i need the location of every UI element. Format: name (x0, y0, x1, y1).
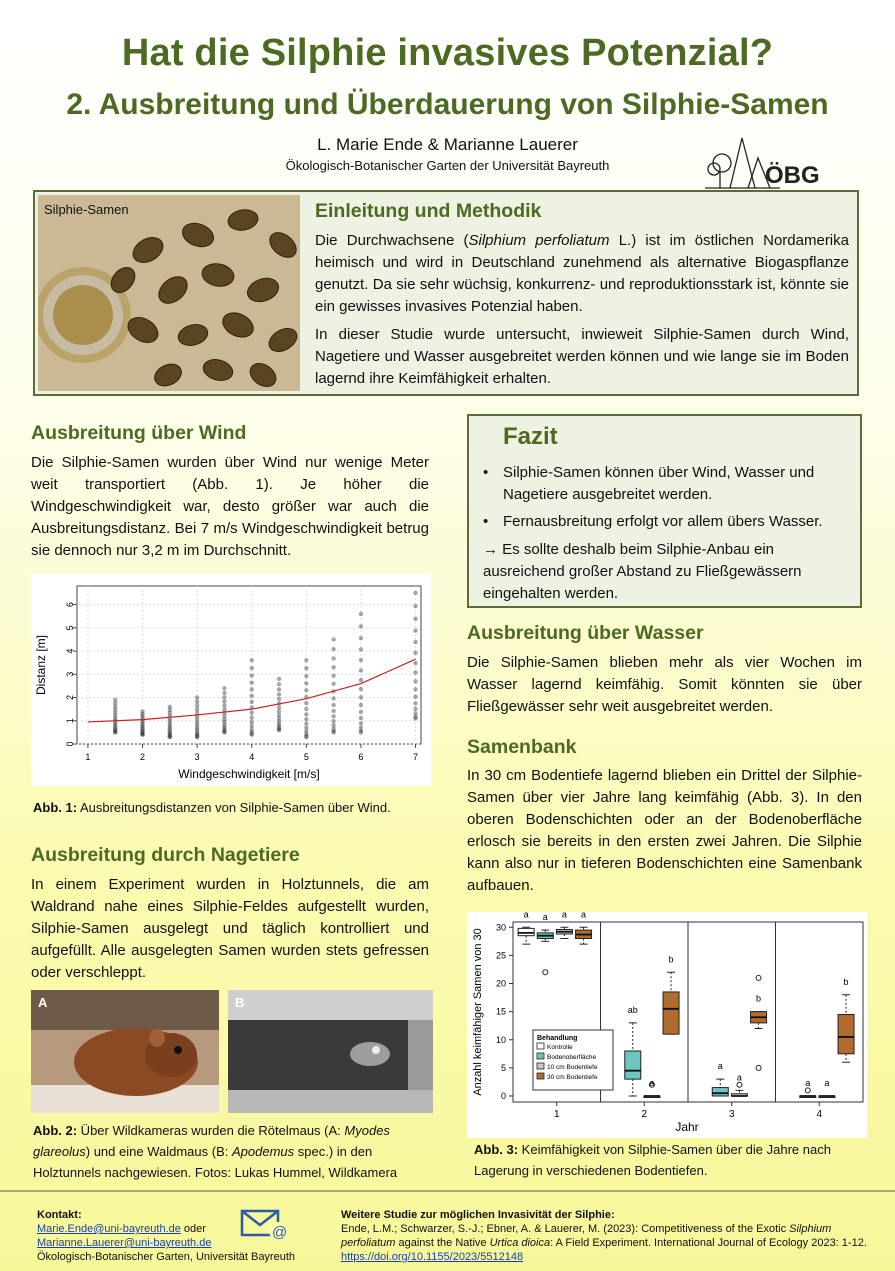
data-point (304, 712, 308, 716)
outlier (737, 1082, 742, 1087)
y-tick-label: 4 (65, 648, 75, 654)
significance-letter: a (736, 1072, 742, 1083)
data-point (250, 720, 254, 724)
water-text: Die Silphie-Samen blieben mehr als vier Wochen im Wasser lagernd keimfähig. Somit könnten sie über Fließgewässer sehr weit ausgebreitet werden. (467, 654, 862, 715)
seed-photo (38, 195, 300, 391)
y-tick-label: 25 (495, 950, 506, 961)
y-axis-label: Anzahl keimfähiger Samen von 30 (472, 928, 484, 1096)
outlier (756, 1065, 761, 1070)
box (712, 1088, 728, 1096)
y-tick-label: 10 (495, 1034, 506, 1045)
seedbank-text: In 30 cm Bodentiefe lagernd blieben ein Drittel der Silphie-Samen über vier Jahre lang keimfähig (Abb. 3). In den oberen Bodenschichten oder an der Bodenoberfläche erlosch sie bereits in den ersten zwei Jahren. Die Silphie kann also nur in tieferen Bodenschichten eine Samenbank aufbauen. (467, 767, 862, 894)
data-point (277, 692, 281, 696)
mail-icon (240, 1207, 290, 1243)
seed-photo-label: Silphie-Samen (44, 202, 129, 217)
data-point (250, 715, 254, 719)
data-point (413, 616, 417, 620)
significance-letter: a (561, 912, 567, 920)
data-point (250, 680, 254, 684)
outlier (543, 970, 548, 975)
legend-title: Behandlung (537, 1035, 578, 1042)
data-point (222, 699, 226, 703)
intro-paragraph-1: Die Durchwachsene (Silphium perfoliatum L.) ist im östlichen Nordamerika heimisch und wird in Deutschland zunehmend als alternative Biogaspflanze genutzt. Da sie sehr wüchsig, konkurrenz- und reproduktionsstark ist, könnte sie ein gewisses invasives Potenzial haben. (315, 232, 849, 315)
data-point (359, 647, 363, 651)
data-point (304, 726, 308, 730)
data-point (359, 725, 363, 729)
data-point (250, 700, 254, 704)
data-point (331, 665, 335, 669)
data-point (331, 703, 335, 707)
data-point (304, 674, 308, 678)
outlier (756, 975, 761, 980)
x-tick-label: 3 (728, 1109, 735, 1120)
data-point (277, 677, 281, 681)
y-tick-label: 5 (65, 625, 75, 631)
x-tick-label: 7 (413, 752, 419, 762)
water-heading: Ausbreitung über Wasser (467, 622, 704, 644)
data-point (413, 591, 417, 595)
data-point (277, 705, 281, 709)
legend-entry: Bodenoberfläche (547, 1054, 597, 1061)
legend-entry: 30 cm Bodentiefe (547, 1074, 598, 1081)
data-point (359, 703, 363, 707)
data-point (250, 711, 254, 715)
significance-letter: a (649, 1078, 655, 1088)
data-point (359, 687, 363, 691)
data-point (222, 707, 226, 711)
x-axis-label: Windgeschwindigkeit [m/s] (178, 767, 320, 781)
data-point (359, 721, 363, 725)
data-point (222, 691, 226, 695)
significance-letter: a (824, 1078, 830, 1088)
photo-wood-mouse (228, 990, 433, 1113)
x-tick-label: 5 (303, 752, 309, 762)
data-point (250, 673, 254, 677)
x-tick-label: 4 (249, 752, 255, 762)
y-tick-label: 5 (500, 1062, 506, 1073)
data-point (304, 681, 308, 685)
data-point (304, 707, 308, 711)
data-point (195, 707, 199, 711)
poster-title: Hat die Silphie invasives Potenzial? (121, 32, 774, 74)
photo-bank-vole (31, 990, 219, 1113)
data-point (413, 661, 417, 665)
significance-letter: a (717, 1061, 723, 1072)
data-point (195, 699, 199, 703)
data-point (222, 695, 226, 699)
data-point (359, 658, 363, 662)
legend-swatch (537, 1043, 544, 1049)
data-point (250, 694, 254, 698)
data-point (413, 687, 417, 691)
data-point (331, 696, 335, 700)
data-point (413, 701, 417, 705)
email-link-2[interactable]: Marianne.Lauerer@uni-bayreuth.de (37, 1237, 212, 1249)
photo-b-label: B (235, 995, 245, 1010)
rodents-heading: Ausbreitung durch Nagetiere (31, 844, 300, 866)
reference-block: Weitere Studie zur möglichen Invasivität der Silphie: Ende, L.M.; Schwarzer, S.-J.; Ebner, A. & Lauerer, M. (2023): Competitiveness of the Exotic Silphium perfoliatum against the Native Urtica dioica: A Field Experiment. International Journal of Ecology 2023: 1-12. https://doi.org/10.1155/2023/5512148 (341, 1209, 867, 1263)
y-tick-label: 0 (65, 741, 75, 747)
data-point (250, 658, 254, 662)
x-tick-label: 2 (140, 752, 146, 762)
legend-swatch (537, 1073, 544, 1079)
data-point (413, 679, 417, 683)
contact-block: Kontakt: Marie.Ende@uni-bayreuth.de oder Marianne.Lauerer@uni-bayreuth.de Ökologisch-Botanischer Garten, Universität Bayreuth (37, 1209, 296, 1263)
svg-text:@: @ (272, 1224, 288, 1241)
significance-letter: ab (627, 1004, 638, 1015)
y-tick-label: 15 (495, 1006, 506, 1017)
significance-letter: b (756, 993, 762, 1004)
data-point (113, 698, 117, 702)
data-point (413, 695, 417, 699)
x-tick-label: 6 (358, 752, 364, 762)
data-point (331, 714, 335, 718)
x-tick-label: 1 (85, 752, 91, 762)
wind-chart (31, 574, 431, 786)
data-point (304, 658, 308, 662)
data-point (195, 695, 199, 699)
y-tick-label: 20 (495, 978, 506, 989)
data-point (359, 612, 363, 616)
doi-link[interactable]: https://doi.org/10.1155/2023/5512148 (341, 1251, 524, 1263)
data-point (359, 716, 363, 720)
data-point (413, 651, 417, 655)
fazit-heading: Fazit (503, 423, 558, 450)
y-tick-label: 2 (65, 695, 76, 701)
y-tick-label: 1 (65, 718, 75, 724)
fazit-bullet-2: • Fernausbreitung erfolgt vor allem übers Wasser. (483, 513, 823, 530)
data-point (413, 640, 417, 644)
fazit-conclusion: → Es sollte deshalb beim Silphie-Anbau ein ausreichend großer Abstand zu Fließgewässern eingehalten werden. (483, 541, 802, 602)
y-tick-label: 0 (500, 1091, 506, 1101)
data-point (304, 688, 308, 692)
data-point (413, 670, 417, 674)
data-point (304, 717, 308, 721)
significance-letter: a (523, 912, 529, 920)
data-point (304, 701, 308, 705)
x-tick-label: 2 (641, 1109, 648, 1120)
seedbank-chart (467, 912, 867, 1138)
data-point (331, 682, 335, 686)
significance-letter: b (843, 976, 849, 987)
fig3-caption: Abb. 3: Keimfähigkeit von Silphie-Samen über die Jahre nach Lagerung in verschiedenen Bodentiefen. (474, 1142, 831, 1178)
significance-letter: a (805, 1078, 811, 1088)
data-point (304, 666, 308, 670)
data-point (277, 709, 281, 713)
fig1-caption: Abb. 1: Ausbreitungsdistanzen von Silphie-Samen über Wind. (33, 800, 391, 815)
data-point (359, 710, 363, 714)
data-point (222, 703, 226, 707)
data-point (304, 722, 308, 726)
data-point (140, 709, 144, 713)
email-link-1[interactable]: Marie.Ende@uni-bayreuth.de (37, 1223, 181, 1235)
data-point (413, 604, 417, 608)
box (838, 1014, 854, 1053)
data-point (331, 637, 335, 641)
data-point (331, 674, 335, 678)
data-point (195, 703, 199, 707)
data-point (359, 695, 363, 699)
data-point (413, 707, 417, 711)
x-tick-label: 3 (194, 752, 200, 762)
legend-entry: Kontrolle (547, 1044, 573, 1051)
footer-divider (0, 1190, 895, 1192)
wind-heading: Ausbreitung über Wind (31, 422, 247, 444)
x-axis-label: Jahr (675, 1120, 699, 1134)
fig2-caption: Abb. 2: Über Wildkameras wurden die Rötelmaus (A: Myodes glareolus) und eine Waldmaus (B: Apodemus spec.) in den Holztunnels nachgewiesen. Fotos: Lukas Hummel, Wildkamera (33, 1123, 398, 1180)
data-point (250, 666, 254, 670)
data-point (222, 686, 226, 690)
data-point (359, 678, 363, 682)
data-point (359, 624, 363, 628)
rodents-text: In einem Experiment wurden in Holztunnels, die am Waldrand nahe eines Silphie-Feldes aufgestellt wurden, Silphie-Samen ausgelegt und täglich kontrolliert und aufgefüllt. Alle ausgelegten Samen wurden stets gefressen oder verschleppt. (31, 876, 429, 981)
institution: Ökologisch-Botanischer Garten der Universität Bayreuth (285, 158, 610, 173)
data-point (359, 668, 363, 672)
significance-letter: a (542, 912, 548, 923)
data-point (413, 628, 417, 632)
authors: L. Marie Ende & Marianne Lauerer (317, 135, 578, 154)
box (663, 992, 679, 1034)
outlier (805, 1088, 810, 1093)
fazit-bullet-1: • Silphie-Samen können über Wind, Wasser und Nagetiere ausgebreitet werden. (483, 464, 815, 503)
logo-letters: ÖBG (765, 162, 820, 189)
legend-swatch (537, 1063, 544, 1069)
y-axis-label: Distanz [m] (34, 634, 48, 696)
y-tick-label: 3 (65, 671, 75, 677)
data-point (413, 711, 417, 715)
y-tick-label: 30 (495, 922, 506, 933)
data-point (250, 724, 254, 728)
data-point (277, 687, 281, 691)
poster-subtitle: 2. Ausbreitung und Überdauerung von Silphie-Samen (66, 88, 829, 121)
data-point (168, 705, 172, 709)
data-point (250, 687, 254, 691)
significance-letter: b (668, 954, 674, 965)
photo-a-label: A (38, 995, 48, 1010)
data-point (331, 647, 335, 651)
data-point (277, 682, 281, 686)
data-point (359, 636, 363, 640)
x-tick-label: 4 (816, 1109, 823, 1120)
legend-swatch (537, 1053, 544, 1059)
wind-text: Die Silphie-Samen wurden über Wind nur wenige Meter weit transportiert (Abb. 1). Je höher die Windgeschwindigkeit war, desto größer war auch die Ausbreitungsdistanz. Bei 7 m/s Windgeschwindigkeit betrug sie dennoch nur 3,2 m im Durchschnitt. (31, 454, 429, 559)
data-point (331, 719, 335, 723)
data-point (331, 723, 335, 727)
intro-paragraph-2: In dieser Studie wurde untersucht, inwieweit Silphie-Samen durch Wind, Nagetiere und Wasser ausgebreitet werden können und wie lange sie im Boden lagernd ihre Keimfähigkeit erhalten. (315, 326, 849, 387)
x-tick-label: 1 (553, 1109, 560, 1120)
data-point (331, 656, 335, 660)
legend-entry: 10 cm Bodentiefe (547, 1064, 598, 1071)
y-tick-label: 6 (65, 602, 75, 608)
box (625, 1051, 641, 1079)
data-point (277, 697, 281, 701)
intro-heading: Einleitung und Methodik (315, 200, 542, 222)
significance-letter: a (581, 912, 587, 920)
data-point (331, 709, 335, 713)
seedbank-heading: Samenbank (467, 736, 577, 758)
